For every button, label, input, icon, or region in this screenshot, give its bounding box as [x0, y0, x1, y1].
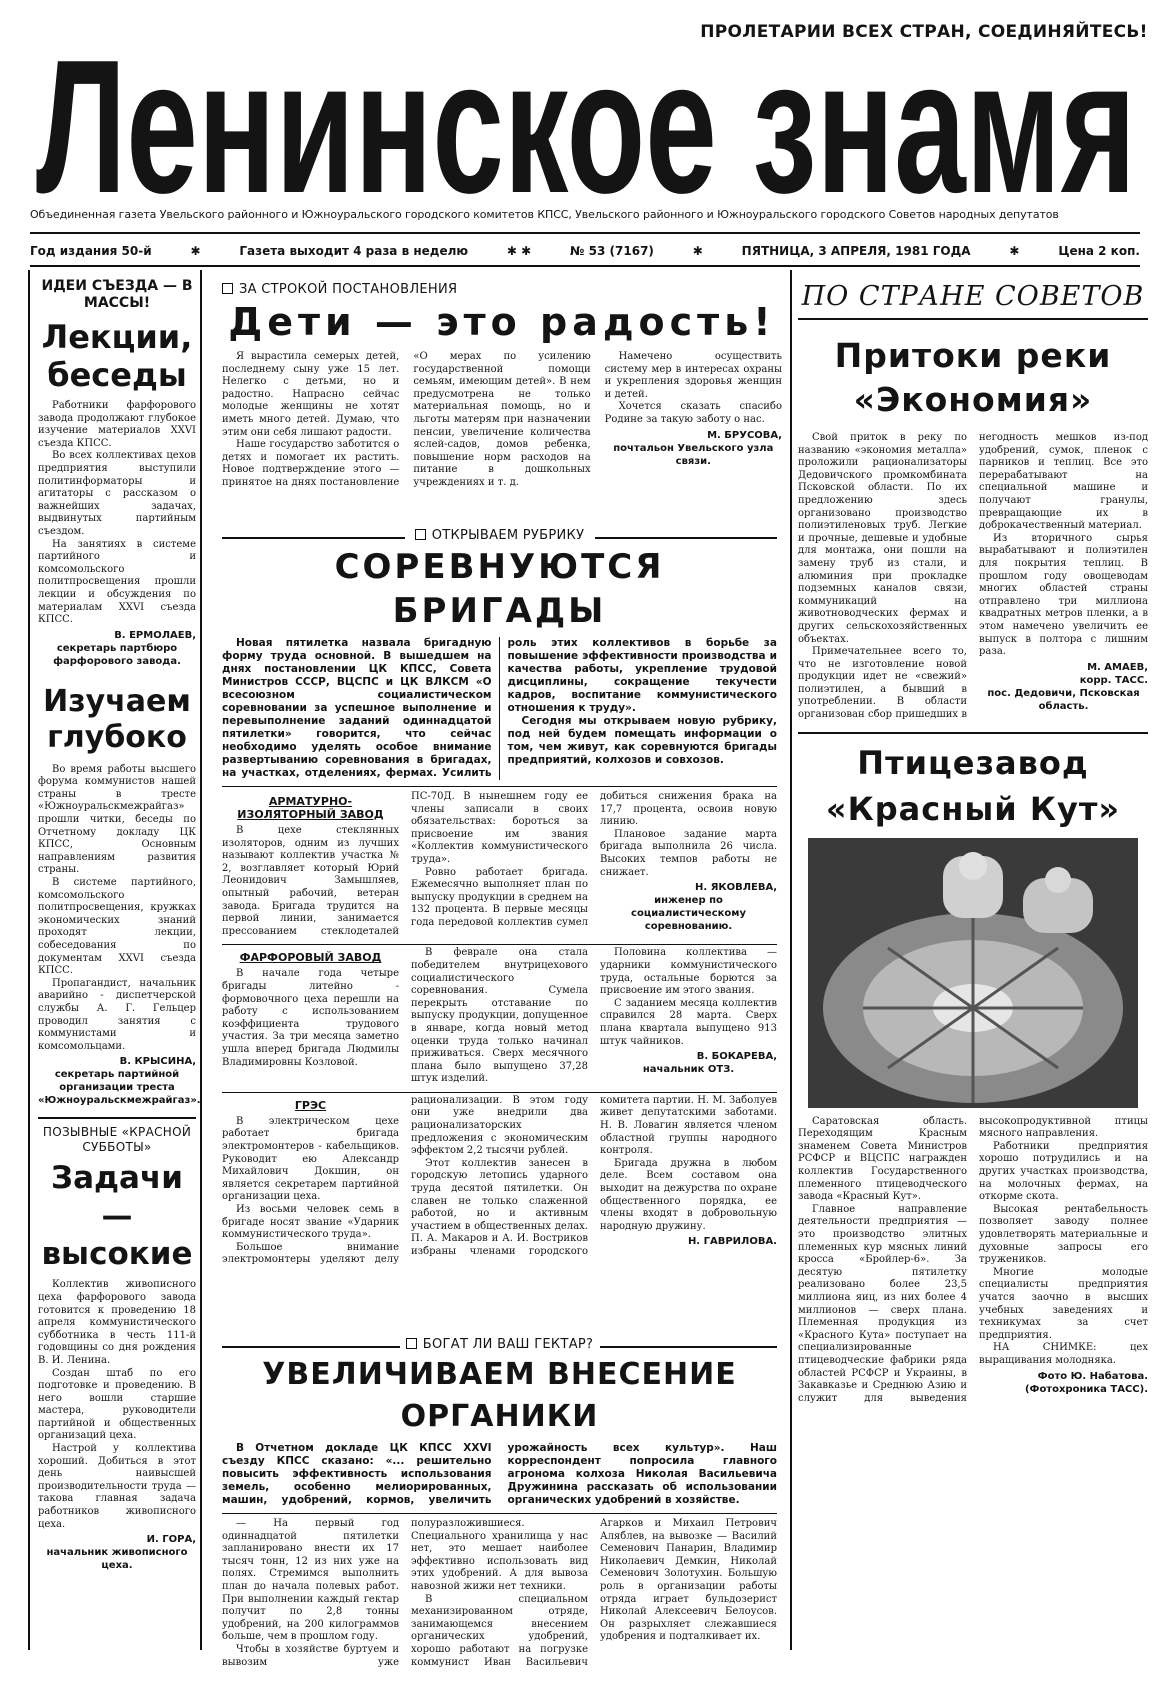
column-rule: [28, 270, 30, 1650]
subbotnik-kicker: ПОЗЫВНЫЕ «КРАСНОЙ СУББОТЫ»: [42, 1125, 192, 1155]
organics-paragraph: — На первый год одиннадцатой пятилетки запланировано внести их 17 тысяч тонн, 12 из них уже на полях. Стремимся выполнить план до начала полевых работ. При выполнении каждый гектар получит по 2,8 тонны удобрений, на 200 килограммов больше, чем в прошлом году.: [222, 1518, 399, 1643]
economy-dateline: пос. Дедовичи, Псковская область.: [987, 687, 1140, 712]
rubric-box-icon: [222, 283, 233, 294]
brigades-section-heading: ГРЭС: [294, 1098, 327, 1112]
poultry-paragraph: Главное направление деятельности предприятия — это производство элитных племенных кур мясных линий кросса «Бройлер-6». За десятую пятилетку реализовано более 23,5 миллиона яиц, из них более 4 миллионов — сверх плана. Племенная продукция из «Красного Кута» поступает на специализированные птицеводческие фабрики ряда областей РСФСР и Украины, в Закавказье и Среднюю Азию и служит для выведения высокопродуктивной птицы мясного направления.: [798, 1115, 1148, 1404]
brigades-article: [222, 528, 777, 1333]
subbotnik-signature: И. ГОРА,: [146, 1534, 196, 1546]
brigades-lead: Новая пятилетка назвала бригадную форму труда основной. В вышедшем на днях постановлении ЦК КПСС, Совета Министров СССР, ВЦСПС и ЦК ВЛКСМ «О всесоюзном социалистическом соревновании за успешное выполнение и перевыполнение заданий одиннадцатой пятилетки» говорится, что сейчас необходимо уделять особое внимание развертыванию соревнования в бригадах, на участках, отделениях, фермах. Усилить роль этих коллективов в борьбе за повышение эффективности производства и качества работы, укрепление трудовой дисциплины, сокращение текучести кадров, воспитание коммунистического отношения к труду».: [222, 637, 777, 779]
lectures-title: Лекции, беседы: [41, 318, 193, 394]
organics-title: УВЕЛИЧИВАЕМ ВНЕСЕНИЕ ОРГАНИКИ: [262, 1357, 737, 1434]
masthead-title-text: Ленинское знамя: [36, 21, 1136, 233]
decor-mark: ✱: [190, 244, 201, 258]
economy-paragraph: Свой приток в реку по названию «экономия металла» проложили рационализаторы Дедовичского промкомбината Псковской области. По их предложению здесь организовано производство полиэтиленовых труб. Легкие и прочные, дешевые и удобные для монтажа, они пошли на замену труб из стали, и алюминия при прокладке подземных каналов связи, коммуникаций на животноводческих фермах и других сельскохозяйственных объектах.: [798, 432, 967, 645]
economy-paragraph: Примечательнее всего то, что не изготовление новой продукции идет не «свежий» полиэтилен, а бывший в употреблении. В области организован сбор пришедших в негодность мешков из-под удобрений, сумок, пленок с парников и теплиц. Все это перерабатывают на специальной машине и получают гранулы, превращающие их в доброкачественный материал.: [798, 432, 1148, 721]
children-paragraph: Хочется сказать спасибо Родине за такую заботу о нас.: [604, 401, 782, 425]
decor-mark: ✱: [692, 244, 703, 258]
poultry-photo-agency: (Фотохроника ТАСС).: [1024, 1383, 1148, 1395]
issue-date: ПЯТНИЦА, 3 АПРЕЛЯ, 1981 ГОДА: [741, 244, 971, 258]
brigades-lead: Сегодня мы открываем новую рубрику, под ней будем помещать информации о том, чем живут, как соревнуются бригады предприятий, колхозов и совхозов.: [507, 715, 777, 766]
poultry-paragraph: Работники предприятия хорошо потрудились и на других участках производства, на молочных фермах, на откорме скота.: [979, 1140, 1148, 1203]
issue-year: Год издания 50-й: [30, 244, 152, 258]
organics-article: [222, 1337, 777, 1668]
masthead-subtitle: Объединенная газета Увельского районного и Южноуральского городского комитетов КПСС, Увельского районного и Южноуральского городского Советов народных депутатов: [30, 208, 1059, 221]
children-rubric: [222, 282, 782, 297]
brigades-paragraph: Плановое задание марта бригада выполнила 26 числа. Высоких темпов работы не снижает.: [600, 828, 777, 878]
brigades-paragraph: Большое внимание электромонтеры уделяют делу рационализации. В этом году они уже внедрили два рационализаторских предложения с экономическим эффектом 2,2 тысячи рублей.: [222, 1094, 588, 1266]
issue-frequency: Газета выходит 4 раза в неделю: [239, 244, 469, 258]
organics-rubric-text: БОГАТ ЛИ ВАШ ГЕКТАР?: [422, 1337, 594, 1352]
children-paragraph: Я вырастила семерых детей, последнему сыну уже 15 лет. Нелегко с детьми, но и радостно. Напрасно сейчас молодые женщины не хотят иметь много детей. Думаю, что этим они себя лишают радости.: [222, 351, 400, 438]
column-rule: [790, 270, 792, 1650]
study-paragraph: В системе партийного, комсомольского политпросвещения, кружках экономических знаний проходят лекции, собеседования по документам XXVI съезда КПСС.: [38, 877, 196, 977]
organics-rubric: [400, 1337, 600, 1352]
economy-paragraph: Из вторичного сырья вырабатывают и полиэтилен для покрытия теплиц. В прошлом году овощеводам многих областей страны отправлено три миллиона квадратных метров пленки, а в этом намечено увеличить ее выпуск в полтора с лишним раза.: [979, 532, 1148, 658]
divider: [798, 732, 1148, 734]
brigades-paragraph: В начале года четыре бригады литейно - формовочного цеха перешли на работу с использованием коэффициента трудового участия. За три месяца заметно ушла вперед бригада Людмилы Владимировны Козловой.: [222, 968, 399, 1068]
economy-signature-role: корр. ТАСС.: [1079, 674, 1148, 686]
lectures-paragraph: Работники фарфорового завода продолжают глубокое изучение материалов XXVI съезда КПСС.: [38, 400, 196, 449]
children-article: [222, 282, 782, 532]
study-title: Изучаем глубоко: [43, 683, 191, 755]
brigades-rubric: [405, 528, 595, 543]
poultry-photo: [808, 838, 1138, 1108]
brigades-paragraph: Бригада дружна в любом деле. Всем составом она выходит на дежурства по охране общественного порядка, ее члены входят в добровольную народную дружину.: [600, 1157, 777, 1232]
brigades-signature: Н. ГАВРИЛОВА.: [687, 1236, 777, 1248]
lectures-signature-role: секретарь партбюро фарфорового завода.: [53, 642, 181, 667]
brigades-paragraph: Ровно работает бригада. Ежемесячно выполняет план по выпуску продукции в среднем на 132 процента. В первые месяцы года передовой коллектив сумел добиться снижения брака на 17,7 процента, освоив новую линию.: [411, 791, 777, 928]
decor-mark: ✱ ✱: [506, 244, 532, 258]
divider: [222, 786, 777, 787]
divider: [222, 1092, 777, 1093]
study-signature-role: секретарь партийной организации треста «Южноуральскмежрайгаз».: [38, 1069, 201, 1107]
children-paragraph: Намечено осуществить систему мер в интересах охраны и укрепления здоровья женщин и детей.: [604, 351, 782, 400]
lectures-paragraph: На занятиях в системе партийного и комсомольского политпросвещения прошли лекции и обсуждения по материалам XXVI съезда КПСС.: [38, 538, 196, 626]
children-signature: М. БРУСОВА,: [707, 429, 782, 441]
organics-paragraph: Чтобы в хозяйстве буртуем и вывозим уже полуразложившиеся. Специального хранилища у нас нет, это мешает наиболее эффективно использовать вид этих удобрений. А для вывоза навозной жижи нет техники.: [222, 1518, 588, 1668]
left-kicker: ИДЕИ СЪЕЗДА — В МАССЫ!: [41, 278, 193, 311]
organics-lead: В Отчетном докладе ЦК КПСС XXVI съезду КПСС сказано: «... решительно повысить эффективность использования земель, особенно мелиорированных, машин, удобрений, кормов, увеличить урожайность всех культур». Наш корреспондент попросила главного агронома колхоза Николая Васильевича Дружинина рассказать об использовании органических удобрений в хозяйстве.: [222, 1442, 777, 1506]
issue-info-bar: [30, 244, 1140, 258]
study-signature: В. КРЫСИНА,: [119, 1056, 196, 1068]
subbotnik-paragraph: Коллектив живописного цеха фарфорового завода готовится к проведению 18 апреля коммунистического субботника в честь 111-й годовщины со дня рождения В. И. Ленина.: [38, 1279, 196, 1366]
children-paragraph: Наше государство заботится о детях и помогает их растить. Новое подтверждение этого — принятое на днях постановление «О мерах по усилению государственной помощи семьям, имеющим детей». В нем предусмотрена не только материальная помощь, но и льготы матерям при назначении пенсии, увеличение количества яслей-садов, домов ребенка, повышение норм расходов на питание в дошкольных учреждениях и т. д.: [222, 351, 591, 488]
brigades-signature: Н. ЯКОВЛЕВА,: [695, 882, 777, 894]
economy-signature: М. АМАЕВ,: [1087, 661, 1148, 673]
brigades-paragraph: В электрическом цехе работает бригада электромонтеров - кабельщиков. Руководит ею Александр Михайлович Докшин, он является секретарем партийной организации цеха.: [222, 1115, 399, 1203]
economy-title: Притоки реки «Экономия»: [834, 336, 1112, 419]
study-paragraph: Во время работы высшего форума коммунистов нашей страны в тресте «Южноуральскмежрайгаз» прошли читки, беседы по Отчетному докладу ЦК КПСС, Основным направлениям развития страны.: [38, 763, 196, 876]
study-paragraph: Пропагандист, начальник аварийно - диспетчерской службы А. Г. Гельцер проводил занятия с коммунистами и комсомольцами.: [38, 977, 196, 1052]
lectures-signature: В. ЕРМОЛАЕВ,: [114, 629, 196, 641]
brigades-paragraph: В феврале она стала победителем внутрицехового социалистического соревнования. Сумела перекрыть отставание по выпуску продукции, допущенное в январе, когда новый метод оценки труда только начинал приживаться. Сверх месячного плана было выпущено 37,28 штук изделий.: [411, 947, 588, 1085]
rubric-box-icon: [406, 1338, 417, 1349]
subbotnik-signature-role: начальник живописного цеха.: [46, 1547, 188, 1572]
subbotnik-title: Задачи — высокие: [41, 1160, 193, 1273]
brigades-paragraph: Из восьми человек семь в бригаде носят звание «Ударник коммунистического труда».: [222, 1204, 399, 1241]
divider: [222, 944, 777, 945]
children-title: Дети — это радость!: [228, 300, 776, 344]
right-kicker: ПО СТРАНЕ СОВЕТОВ: [798, 280, 1148, 320]
brigades-signature-role: начальник ОТЗ.: [642, 1064, 735, 1076]
poultry-paragraph: Высокая рентабельность позволяет заводу полнее удовлетворять материальные и духовные запросы его тружеников.: [979, 1203, 1148, 1266]
masthead-title: [0, 20, 1174, 233]
right-column: [798, 280, 1148, 1655]
divider: [30, 265, 1140, 267]
children-rubric-text: ЗА СТРОКОЙ ПОСТАНОВЛЕНИЯ: [239, 282, 458, 297]
brigades-title: СОРЕВНУЮТСЯ БРИГАДЫ: [334, 547, 665, 631]
rubric-box-icon: [415, 529, 426, 540]
divider: [30, 232, 1140, 234]
poultry-photo-credit: Фото Ю. Набатова.: [1037, 1370, 1148, 1382]
brigades-paragraph: В цехе стеклянных изоляторов, одним из лучших называют коллектив участка № 2, возглавляет который Юрий Леонидович Замышляев, опытный рабочий, ветеран завода. Бригада трудится на первой линии, занимается прессованием стеклодеталей ПС-70Д. В нынешнем году ее члены записали в своих обязательствах: бороться за присвоение им звания «Коллектив коммунистического труда».: [222, 791, 588, 937]
poultry-paragraph: Многие молодые специалисты предприятия учатся заочно в высших учебных заведениях и техникумах за счет предприятия.: [979, 1266, 1148, 1341]
column-rule: [200, 270, 202, 1650]
brigades-section-heading: ФАРФОРОВЫЙ ЗАВОД: [239, 951, 382, 965]
masthead-motto: ПРОЛЕТАРИИ ВСЕХ СТРАН, СОЕДИНЯЙТЕСЬ!: [700, 22, 1148, 42]
children-signature-role: почтальон Увельского узла связи.: [613, 442, 774, 467]
brigades-paragraph: С заданием месяца коллектив справился 28 марта. Сверх плана квартала выпущено 913 штук чайников.: [600, 997, 777, 1047]
brigades-signature: В. БОКАРЕВА,: [696, 1051, 777, 1063]
issue-number: № 53 (7167): [570, 244, 654, 258]
divider: [38, 1117, 196, 1119]
brigades-section-heading: АРМАТУРНО-ИЗОЛЯТОРНЫЙ ЗАВОД: [237, 795, 384, 821]
subbotnik-paragraph: Настрой у коллектива хороший. Добиться в этот день наивысшей производительности труда — такова главная задача работников живописного цеха.: [38, 1443, 196, 1530]
decor-mark: ✱: [1009, 244, 1020, 258]
brigades-rubric-text: ОТКРЫВАЕМ РУБРИКУ: [431, 528, 585, 543]
brigades-signature-role: инженер по социалистическому соревнованию.: [631, 895, 746, 933]
divider: [222, 1513, 777, 1514]
subbotnik-paragraph: Создан штаб по его подготовке и проведению. В него вошли старшие мастера, руководители партийной и общественных организаций цеха.: [38, 1367, 196, 1442]
left-column: [38, 278, 201, 1648]
brigades-paragraph: Этот коллектив занесен в городскую летопись ударного труда десятой пятилетки. Он славен не только слаженной работой, но и активным участием в общественных делах. П. А. Макаров и А. И. Востриков избраны членами городского комитета партии. Н. М. Заболуев живет депутатскими заботами. Н. В. Ловагин является членом областной группы народного контроля.: [411, 1094, 777, 1257]
issue-price: Цена 2 коп.: [1058, 244, 1140, 258]
organics-paragraph: В специальном механизированном отряде, занимающемся внесением органических удобрений, хорошо работают на погрузке коммунист Иван Васильевич Агарков и Михаил Петрович Аляблев, на вывозке — Василий Семенович Панарин, Владимир Николаевич Демкин, Николай Семенович Золотухин. Большую роль в организации работы отряда играет бульдозерист Николай Алексеевич Белоусов. Он разрыхляет слежавшиеся удобрения и подталкивает их.: [411, 1518, 777, 1668]
lectures-paragraph: Во всех коллективах цехов предприятия выступили политинформаторы и агитаторы с рассказом о важнейших задачах, выдвинутых партийным съездом.: [38, 450, 196, 537]
poultry-paragraph: Саратовская область. Переходящим Красным знаменем Совета Министров РСФСР и ВЦСПС награжден коллектив Государственного племенного птицеводческого завода «Красный Кут».: [798, 1115, 967, 1203]
poultry-title: Птицезавод «Красный Кут»: [825, 743, 1121, 828]
poultry-caption: НА СНИМКЕ: цех выращивания молодняка.: [979, 1342, 1148, 1366]
brigades-paragraph: Половина коллектива — ударники коммунистического труда, остальные борются за присвоение им этого звания.: [600, 947, 777, 997]
